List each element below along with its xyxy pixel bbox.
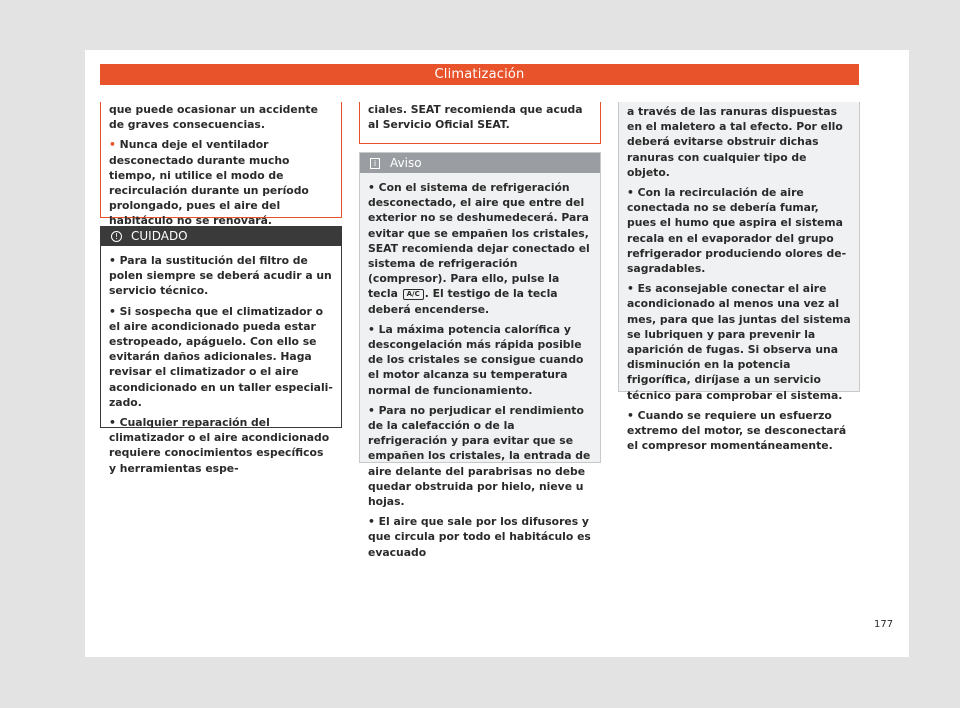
chapter-header: Climatización (100, 64, 859, 85)
notice-title: Aviso (390, 156, 422, 170)
notice-continuation-text: a través de las ranuras dispuestas en el maletero a tal efecto. Por ello deberá evitarse obstruir dichas ranuras con cualquier tipo de objeto. (627, 105, 843, 179)
info-icon: i (370, 158, 380, 169)
notice-item-text: Cuando se requiere un esfuerzo extremo del motor, se desconectará el compresor momentáneamente. (627, 408, 847, 453)
bullet-marker: • (627, 282, 634, 296)
notice-body (360, 173, 600, 560)
notice-item (627, 185, 851, 276)
column-1 (100, 102, 342, 475)
notice-item-text: Es aconsejable conectar el aire acondicionado al menos una vez al mes, para que las juntas del sistema se lubriquen y para prevenir la aparición de fugas. Si observa una disminución en la potencia frigorífica, diríjase a un servicio técnico para comprobar el sistema. (627, 282, 851, 402)
notice-item (627, 281, 851, 403)
notice-box (359, 152, 601, 559)
warning-continuation-text: que puede ocasionar un accidente de graves consecuencias. (109, 103, 318, 132)
notice-box-continuation (618, 102, 860, 453)
caution-title: CUIDADO (131, 229, 188, 243)
bullet-marker: • (627, 186, 634, 200)
bullet-marker: • (368, 181, 375, 194)
column-3 (618, 102, 860, 453)
caution-item (109, 415, 333, 476)
notice-item-text: Para no perjudicar el rendimiento de la calefacción o de la refrigeración y para evitar que se empañen los cristales, la entrada de aire delante del parabrisas no debe quedar obstruida por hielo, nieve u hojas. (368, 403, 591, 509)
ac-key-icon: A/C (403, 289, 424, 300)
notice-item-text: El aire que sale por los difusores y que circula por todo el habitáculo es evacuado (368, 515, 591, 559)
notice-item (368, 180, 592, 317)
bullet-marker: • (368, 515, 375, 529)
warning-continuation-text: ciales. SEAT recomienda que acuda al Servicio Oficial SEAT. (368, 103, 583, 132)
notice-header (360, 153, 600, 173)
bullet-marker: • (109, 254, 116, 267)
notice-item-text: Con el sistema de refrigeración desconectado, el aire que entre del exterior no se deshumedecerá. Para evitar que se empañen los cristales, SEAT recomienda dejar conectado el sistema de refrigeración (compresor). Para ello, pulse la tecla (368, 181, 590, 301)
notice-item (368, 514, 592, 560)
column-2 (359, 102, 601, 559)
bullet-marker: • (627, 408, 634, 422)
bullet-marker: • (109, 416, 116, 430)
bullet-marker: • (368, 403, 375, 417)
caution-item-text: Cualquier reparación del climatizador o el aire acondicionado requiere conocimientos específicos y herramientas espe- (109, 416, 330, 475)
caution-body (101, 246, 341, 476)
warning-bullet (109, 137, 333, 228)
bullet-marker: • (368, 322, 375, 336)
caution-item-text: Si sospecha que el climatizador o el aire acondicionado pueda estar estropeado, apáguelo. Con ello se evitarán daños adicionales. Haga revisar el climatizador o el aire acondicionado en un taller especializado. (109, 304, 333, 409)
page-number: 177 (874, 619, 894, 630)
bullet-marker: • (109, 304, 116, 318)
bullet-marker: • (109, 138, 116, 152)
caution-item (109, 304, 333, 410)
notice-item (627, 408, 851, 454)
notice-item-text-end: . El testigo de la tecla deberá encenderse. (368, 287, 558, 316)
notice-item (368, 322, 592, 398)
caution-header (101, 227, 341, 246)
notice-item-text: La máxima potencia calorífica y descongelación más rápida posible de los cristales se consigue cuando el motor alcanza su temperatura normal de funcionamiento. (368, 322, 584, 397)
caution-icon: ! (111, 231, 122, 242)
notice-item-text: Con la recirculación de aire conectada no se debería fumar, pues el humo que aspira el sistema recala en el evaporador del grupo refrigerador produciendo olores desagradables. (627, 186, 847, 276)
notice-item (368, 403, 592, 509)
caution-box (100, 226, 342, 475)
warning-bullet-text: Nunca deje el ventilador desconectado durante mucho tiempo, ni utilice el modo de recirculación durante un período prolongado, pues el aire del habitáculo no se renovará. (109, 138, 309, 228)
warning-box-continuation (100, 102, 342, 228)
warning-box-continuation (359, 102, 601, 144)
caution-item-text: Para la sustitución del filtro de polen siempre se deberá acudir a un servicio técnico. (109, 254, 332, 298)
caution-item (109, 253, 333, 299)
